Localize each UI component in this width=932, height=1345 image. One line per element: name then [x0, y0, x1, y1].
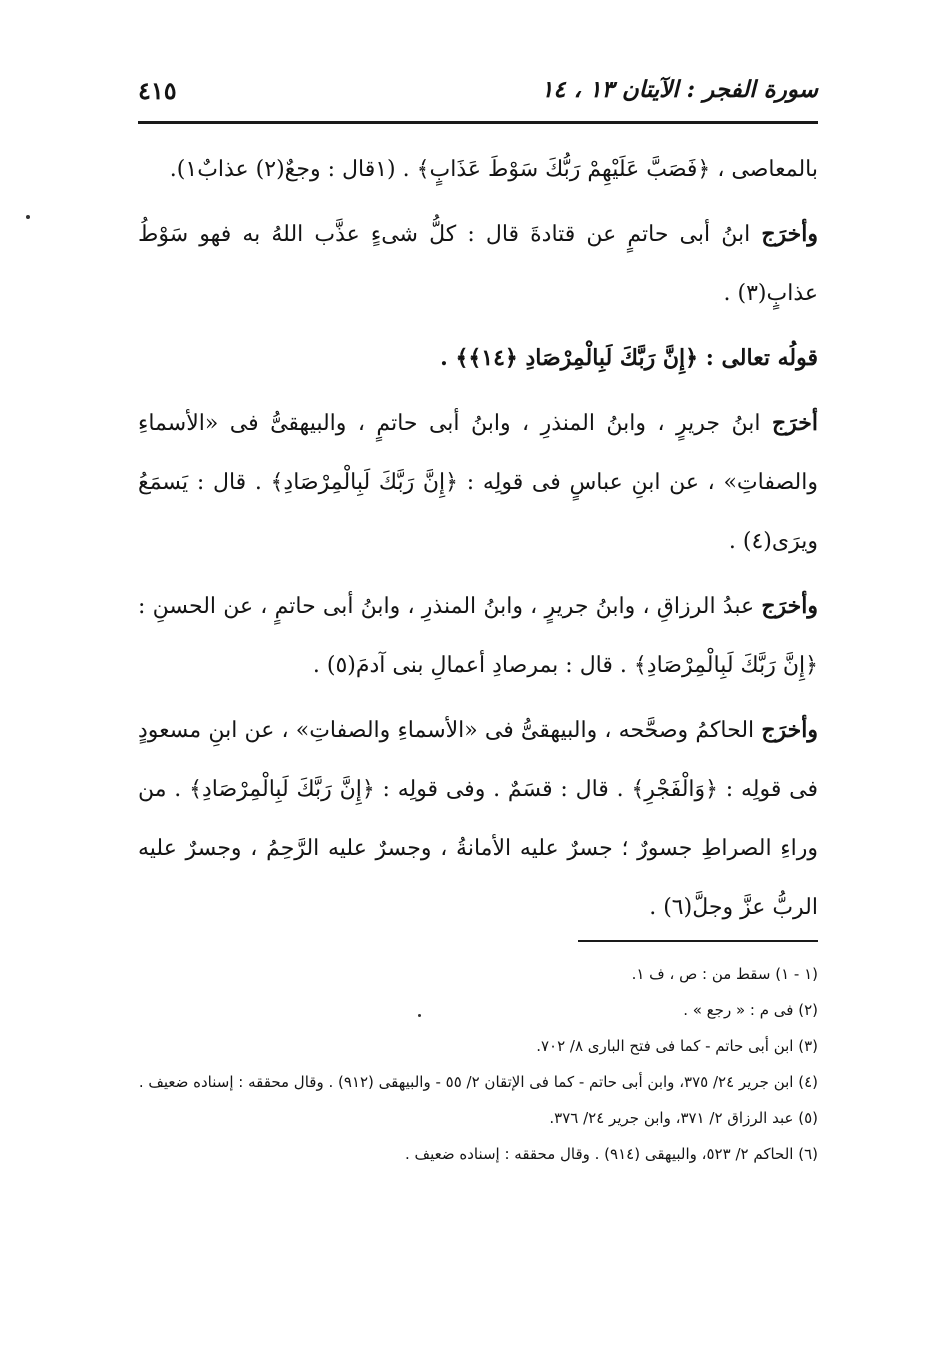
paragraph-2 — [138, 205, 818, 323]
paragraph-lead: أخرَج — [771, 410, 818, 436]
footnote-rule — [578, 940, 818, 942]
page-number: ٤١٥ — [138, 76, 177, 105]
paragraph-4 — [138, 394, 818, 571]
running-title: سورة الفجر : الآيتان ١٣ ، ١٤ — [540, 76, 818, 103]
paragraph-text: عبدُ الرزاقِ ، وابنُ جريرٍ ، وابنُ المنذرِ ، وابنُ أبى حاتمٍ ، عن الحسنِ : ﴿إِنَّ رَبَّكَ لَبِالْمِرْصَادِ﴾ . قال : بمرصادِ أعمالِ بنى آدمَ(٥) . — [138, 594, 818, 678]
scan-speck — [26, 215, 30, 219]
paragraph-text: ابنُ أبى حاتمٍ عن قتادةَ قال : كلُّ شىءٍ عذَّب اللهُ به فهو سَوْطُ عذابٍ(٣) . — [138, 222, 818, 306]
footnote-2: (٢) فى م : « رجع » . — [683, 1001, 818, 1019]
footnote-4: (٤) ابن جرير ٢٤/ ٣٧٥، وابن أبى حاتم - كما فى الإتقان ٢/ ٥٥ - والبيهقى (٩١٢) . وقال محققه : إسناده ضعيف . — [138, 1073, 818, 1091]
heading-label: قولُه تعالى : — [705, 345, 818, 371]
header-rule — [138, 121, 818, 124]
verse-heading — [138, 329, 818, 388]
main-text — [138, 140, 818, 943]
footnote-1: (١ - ١) سقط من : ص ، ف ١. — [631, 965, 818, 983]
footnotes — [138, 956, 818, 1172]
paragraph-5 — [138, 577, 818, 695]
paragraph-lead: وأخرَج — [761, 221, 818, 247]
footnote-3: (٣) ابن أبى حاتم - كما فى فتح البارى ٨/ ٧٠٢. — [536, 1037, 818, 1055]
footnote-6: (٦) الحاكم ٢/ ٥٢٣، والبيهقى (٩١٤) . وقال محققه : إسناده ضعيف . — [405, 1145, 818, 1163]
quran-verse: ﴿إِنَّ رَبَّكَ لَبِالْمِرْصَادِ ﴿١٤﴾﴾ . — [440, 345, 706, 371]
scan-speck — [418, 1014, 421, 1017]
paragraph-lead: وأخرَج — [761, 593, 818, 619]
paragraph-6 — [138, 701, 818, 937]
paragraph-text: الحاكمُ وصحَّحه ، والبيهقىُّ فى «الأسماءِ والصفاتِ» ، عن ابنِ مسعودٍ فى قولِه : ﴿وَالْفَجْرِ﴾ . قال : قسَمٌ . وفى قولِه : ﴿إِنَّ رَبَّكَ لَبِالْمِرْصَادِ﴾ . من وراءِ الصراطِ جسورٌ ؛ جسرٌ عليه الأمانةُ ، وجسرٌ عليه الرَّحِمُ ، وجسرٌ عليه الربُّ عزَّ وجلَّ(٦) . — [138, 718, 818, 920]
page-header — [138, 70, 818, 120]
paragraph-lead: وأخرَج — [761, 717, 818, 743]
paragraph-text: ابنُ جريرٍ ، وابنُ المنذرِ ، وابنُ أبى حاتمٍ ، والبيهقىُّ فى «الأسماءِ والصفاتِ» ، عن ابنِ عباسٍ فى قولِه : ﴿إِنَّ رَبَّكَ لَبِالْمِرْصَادِ﴾ . قال : يَسمَعُ ويرَى(٤) . — [138, 411, 818, 554]
paragraph-1 — [138, 140, 818, 199]
paragraph-text: بالمعاصى ، ﴿فَصَبَّ عَلَيْهِمْ رَبُّكَ سَوْطَ عَذَابٍ﴾ . (١قال : وجعٌ(٢) عذابٌ١). — [169, 157, 818, 182]
footnote-5: (٥) عبد الرزاق ٢/ ٣٧١، وابن جرير ٢٤/ ٣٧٦. — [549, 1109, 818, 1127]
